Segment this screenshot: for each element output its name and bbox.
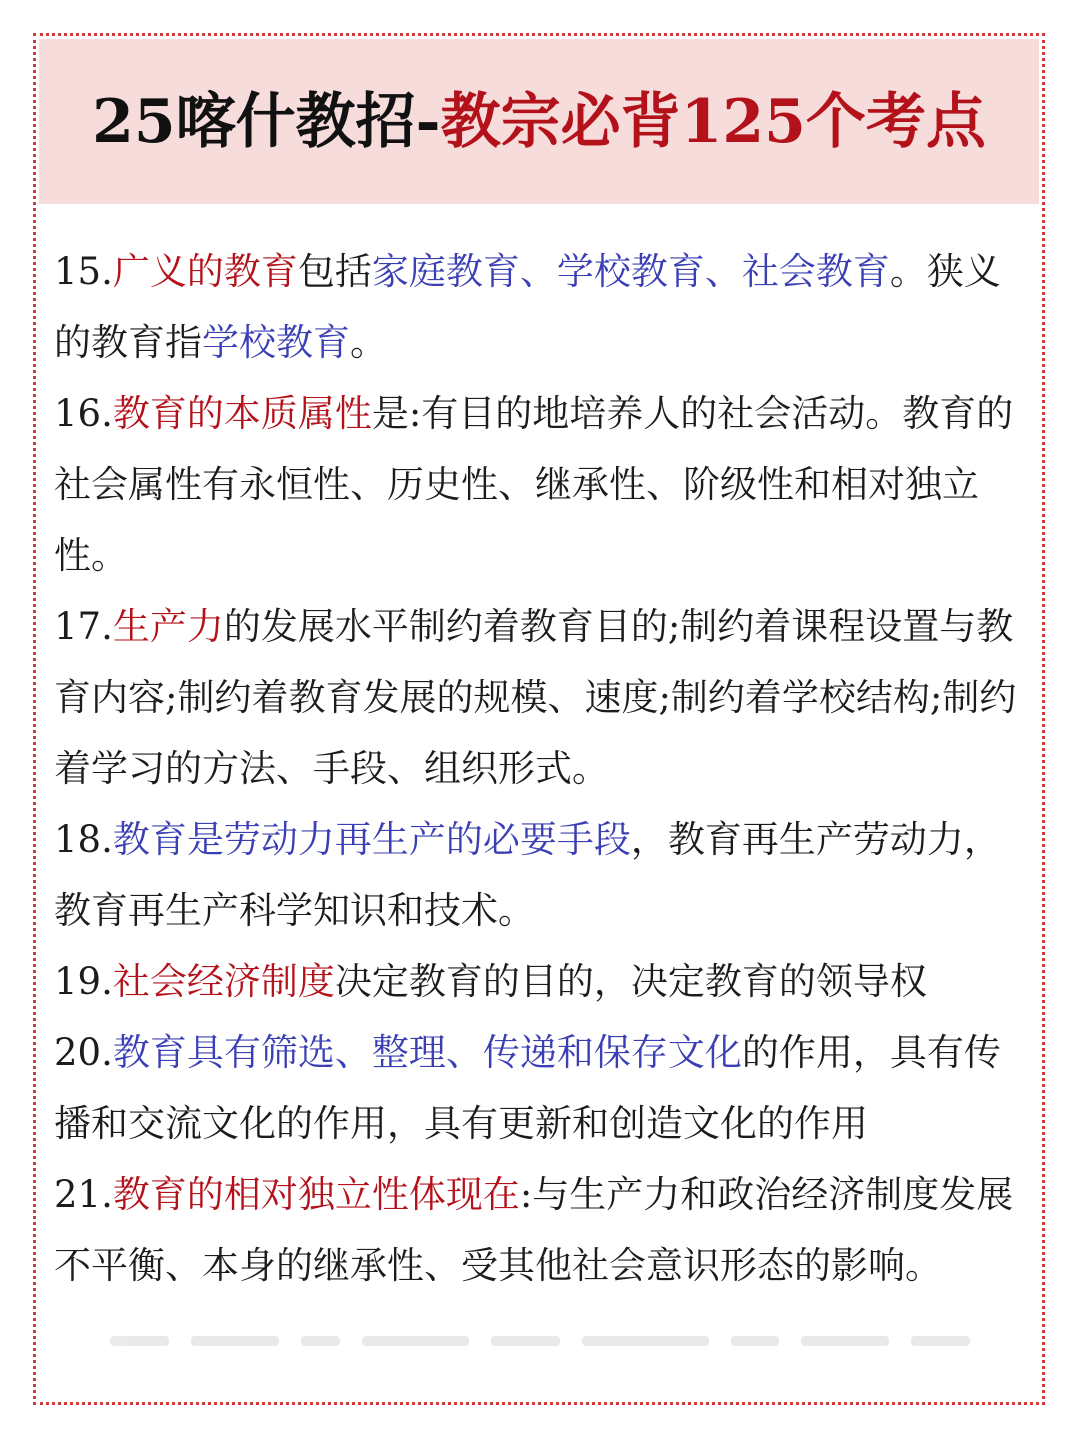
point-item <box>54 236 1019 378</box>
point-text: 。 <box>350 321 387 364</box>
point-text: 教育的相对独立性体现在 <box>112 1173 520 1216</box>
point-text: 学校教育 <box>202 321 350 364</box>
title-band <box>39 39 1039 204</box>
point-text: 是:有目的地培养人的社会活动。教育的社会属性有永恒性、历史性、继承性、阶级性和相对独立性。 <box>54 392 1014 577</box>
point-text: 家庭教育、学校教育、社会教育 <box>371 250 890 293</box>
page-frame <box>33 33 1045 1405</box>
point-number: 16. <box>54 392 113 435</box>
point-text: 包括 <box>297 250 372 293</box>
title-prefix: 25喀什教招- <box>92 86 441 157</box>
point-text: 教育是劳动力再生产的必要手段 <box>112 818 631 861</box>
point-item <box>54 1159 1019 1301</box>
point-item <box>54 591 1019 804</box>
point-text: 。狭义的教育指 <box>54 250 1001 364</box>
points-list <box>54 236 1019 1301</box>
page-title <box>92 86 986 157</box>
point-number: 15. <box>54 250 113 293</box>
title-main: 教宗必背125个考点 <box>440 86 986 157</box>
point-number: 19. <box>54 960 113 1003</box>
point-text: ，教育再生产劳动力，教育再生产科学知识和技术。 <box>54 818 1001 932</box>
point-number: 20. <box>54 1031 113 1074</box>
point-item <box>54 378 1019 591</box>
point-item <box>54 804 1019 946</box>
point-text: 教育具有筛选、整理、传递和保存文化 <box>112 1031 742 1074</box>
point-text: 广义的教育 <box>112 250 298 293</box>
point-text: 社会经济制度 <box>112 960 335 1003</box>
point-text: 的作用，具有传播和交流文化的作用，具有更新和创造文化的作用 <box>54 1031 1001 1145</box>
point-number: 21. <box>54 1173 113 1216</box>
point-text: 决定教育的目的，决定教育的领导权 <box>334 960 927 1003</box>
point-number: 18. <box>54 818 113 861</box>
point-text: 的发展水平制约着教育目的;制约着课程设置与教育内容;制约着教育发展的规模、速度;制约着学校结构;制约着学习的方法、手段、组织形式。 <box>54 605 1017 790</box>
point-text: 生产力 <box>112 605 224 648</box>
point-text: 教育的本质属性 <box>112 392 372 435</box>
point-text: :与生产力和政治经济制度发展不平衡、本身的继承性、受其他社会意识形态的影响。 <box>54 1173 1014 1287</box>
faded-next-line <box>110 1336 970 1352</box>
point-item <box>54 946 1019 1017</box>
point-number: 17. <box>54 605 113 648</box>
point-item <box>54 1017 1019 1159</box>
